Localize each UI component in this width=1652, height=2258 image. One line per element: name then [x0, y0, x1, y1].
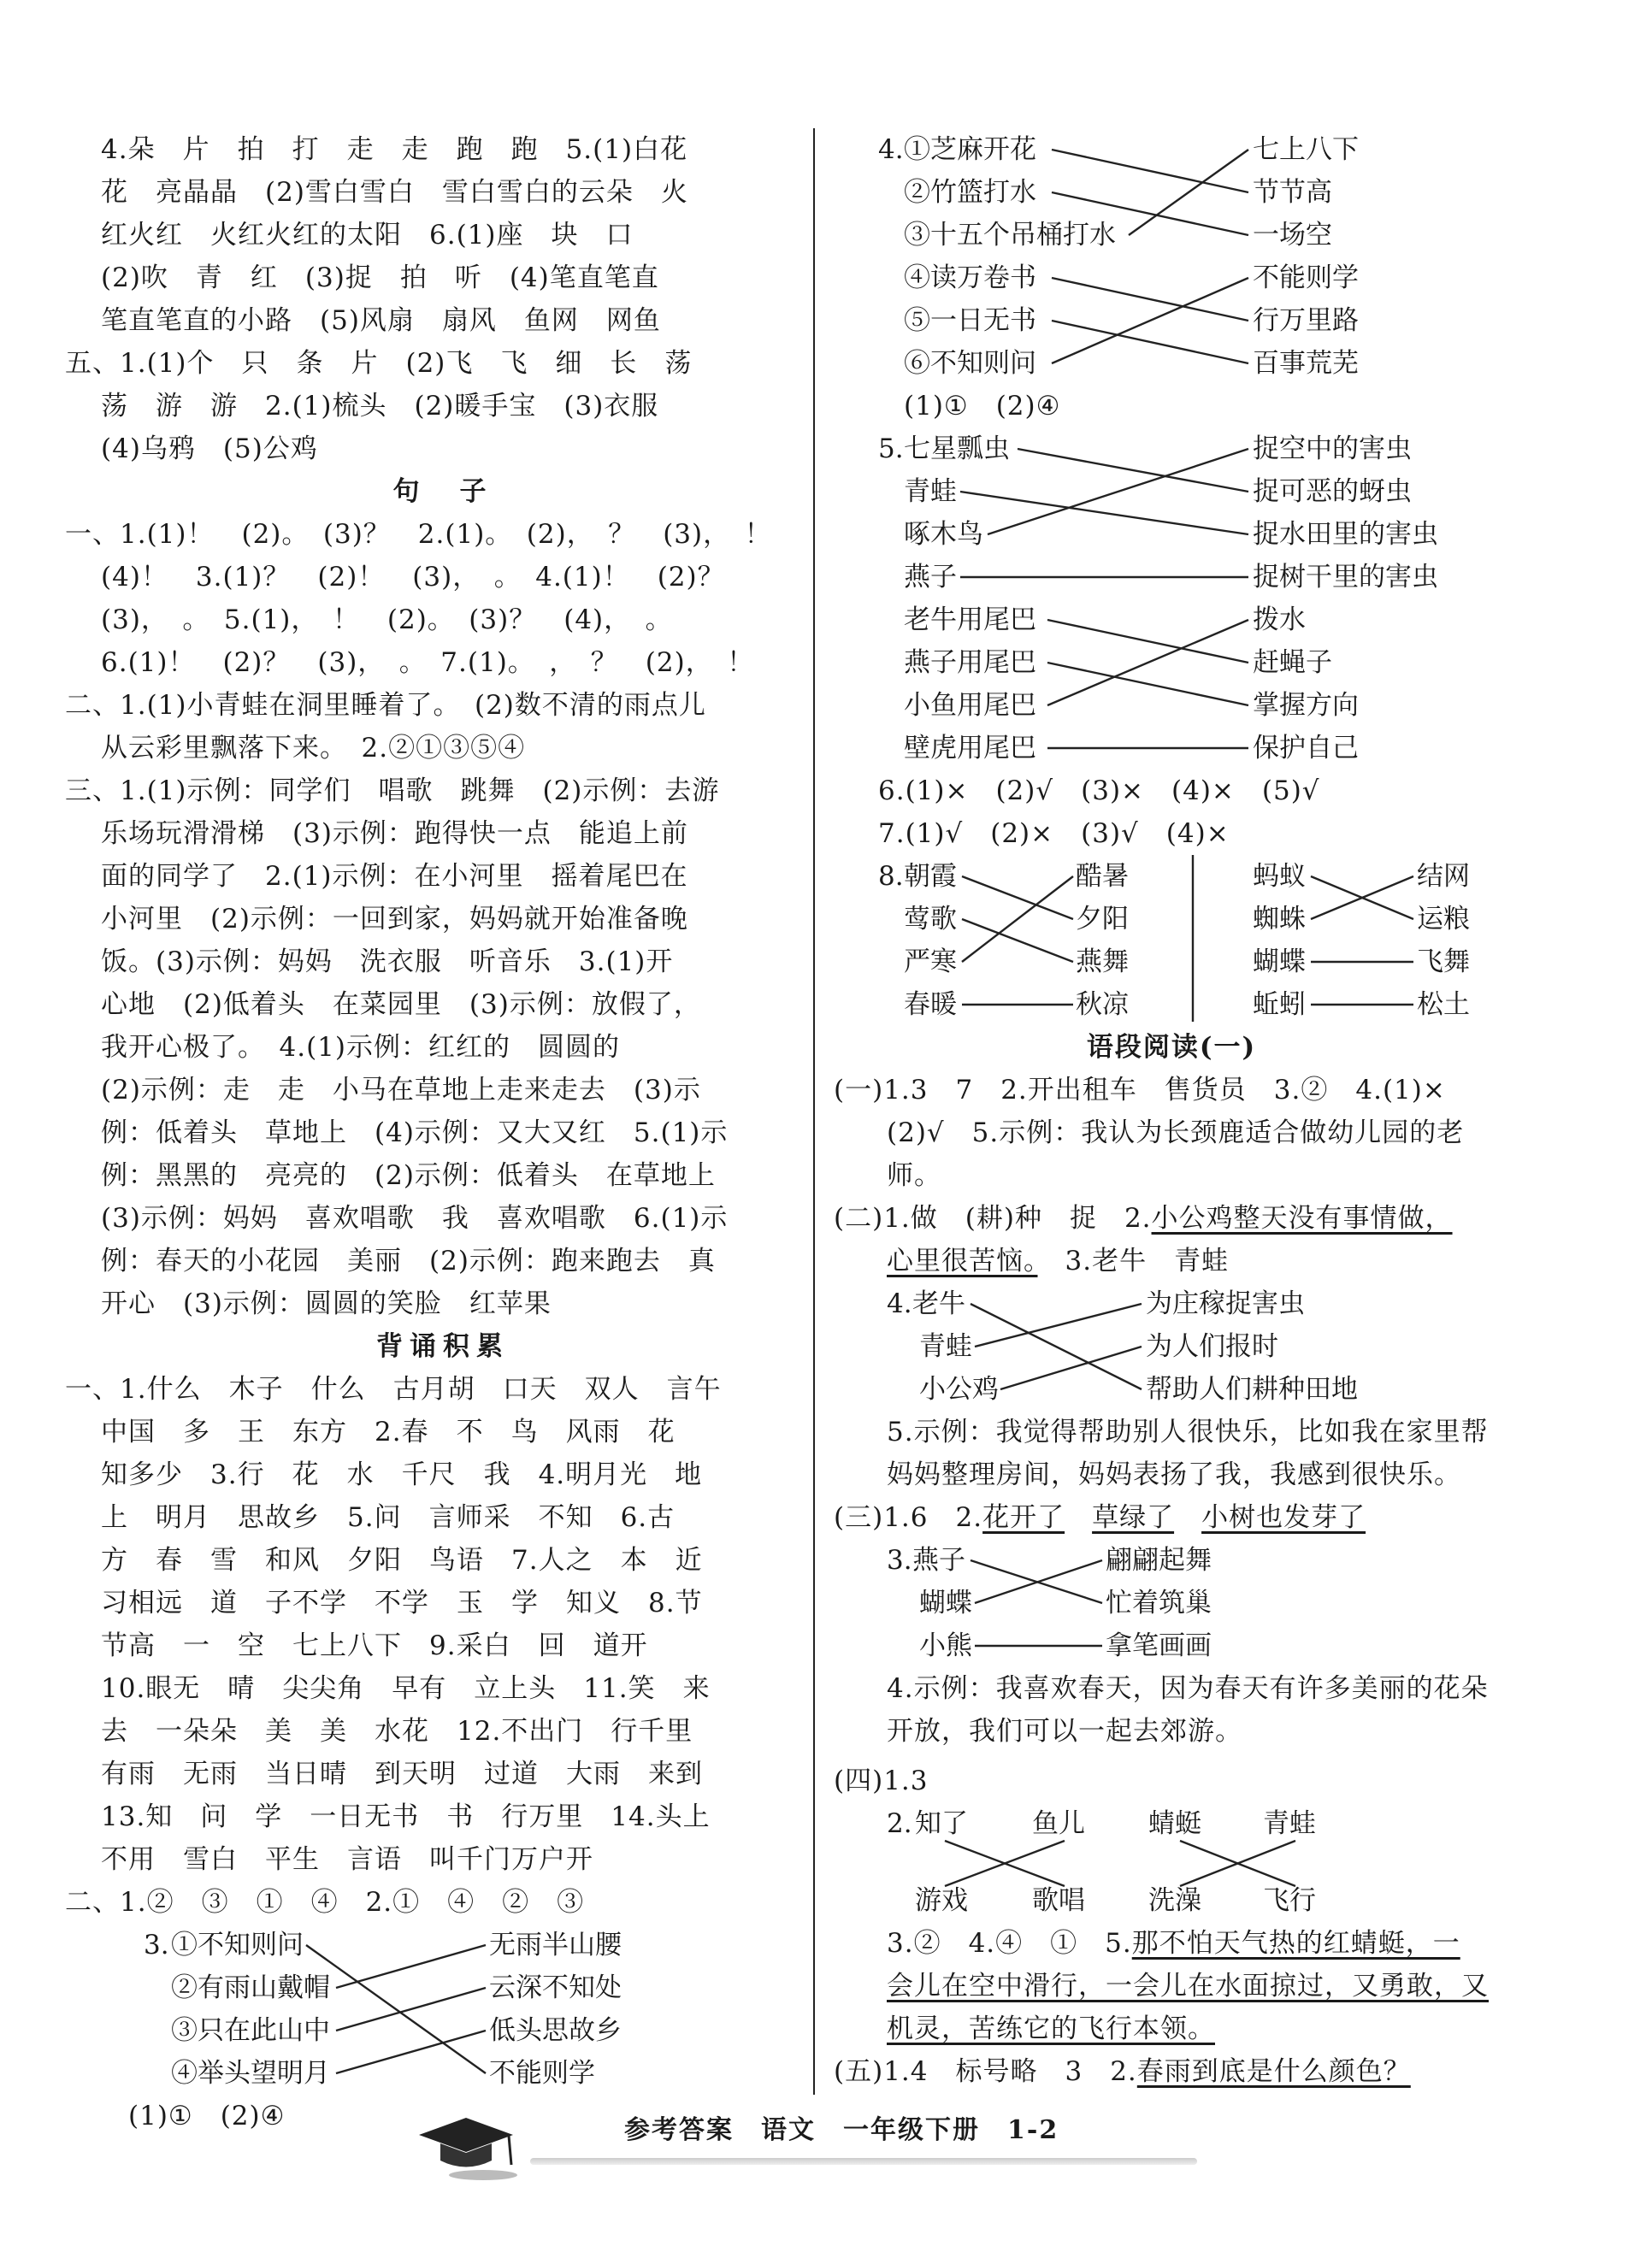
text-line: (一)1.3 7 2.开出租车 售货员 3.② 4.(1)×	[834, 1075, 1446, 1105]
match-line	[962, 919, 1073, 962]
text-line: 13.知 问 学 一日无书 书 行万里 14.头上	[101, 1801, 711, 1832]
match-left-item: 蜘蛛	[1253, 904, 1306, 934]
text-line: 10.眼无 晴 尖尖角 早有 立上头 11.笑 来	[101, 1673, 711, 1704]
match-line	[1047, 620, 1248, 705]
text-line: 例：低着头 草地上 (4)示例：又大又红 5.(1)示	[101, 1117, 729, 1148]
matching-exercise-4	[834, 128, 1509, 385]
match-left-item: ③十五个吊桶打水	[904, 220, 1116, 251]
answer-line: (1)① (2)④	[128, 2101, 286, 2131]
underlined-answer: 那不怕天气热的红蜻蜓，一	[1131, 1928, 1460, 1959]
match-left-item: 青蛙	[919, 1331, 972, 1362]
text-line: 笔直笔直的小路 (5)风扇 扇风 鱼网 网鱼	[101, 305, 661, 336]
match-right-item: 运粮	[1417, 904, 1470, 934]
underlined-answer: 小公鸡整天没有事情做，	[1151, 1203, 1453, 1234]
right-column	[834, 128, 1509, 2093]
text-line: 例：黑黑的 亮亮的 (2)示例：低着头 在草地上	[101, 1160, 716, 1191]
text-line	[834, 2050, 1509, 2093]
text-line	[834, 1922, 1509, 1965]
footer-rule	[530, 2158, 1197, 2165]
match-left-item: ①不知则问	[171, 1930, 304, 1960]
match-top-item: 蜻蜓	[1148, 1808, 1201, 1839]
match-line	[336, 1945, 486, 1988]
text-line: 开心 (3)示例：圆圆的笑脸 红苹果	[101, 1288, 552, 1319]
match-line	[960, 492, 1248, 534]
text-line: 6.(1)！ (2)？ (3)， 。 7.(1)。 ， ？ (2)， ！	[101, 647, 755, 678]
text-line: 三、1.(1)示例：同学们 唱歌 跳舞 (2)示例：去游	[65, 775, 720, 806]
match-right-item: 不能则学	[1253, 262, 1359, 293]
match-line	[1047, 663, 1248, 705]
match-line	[988, 449, 1248, 534]
text-line: 我开心极了。 4.(1)示例：红红的 圆圆的	[101, 1032, 620, 1063]
match-left-item: ④举头望明月	[171, 2058, 330, 2089]
underlined-answer: 春雨到底是什么颜色？	[1136, 2056, 1411, 2087]
text-line: 花 亮晶晶 (2)雪白雪白 雪白雪白的云朵 火	[101, 177, 688, 208]
text-line: 二、1.② ③ ① ④ 2.① ④ ② ③	[65, 1887, 585, 1918]
match-left-item: ①芝麻开花	[904, 134, 1036, 165]
text-line: 妈妈整理房间，妈妈表扬了我，我感到很快乐。	[887, 1459, 1461, 1490]
match-left-item: 小公鸡	[919, 1374, 999, 1405]
match-right-item: 忙着筑巢	[1106, 1588, 1212, 1618]
match-top-item: 知了	[915, 1808, 968, 1839]
match-right-item: 飞舞	[1417, 946, 1470, 977]
match-right-item: 保护自己	[1253, 733, 1359, 763]
text-line: 一、1.(1)！ (2)。 (3)？ 2.(1)。 (2)， ？ (3)， ！	[65, 519, 772, 550]
match-right-item: 结网	[1417, 861, 1470, 892]
match-right-item: 燕舞	[1076, 946, 1129, 977]
match-left-item: 蚯蚓	[1253, 989, 1306, 1020]
match-left-item: 青蛙	[904, 476, 957, 507]
match-left-item: 壁虎用尾巴	[904, 733, 1036, 763]
text-line: (2)√ 5.示例：我认为长颈鹿适合做幼儿园的老	[887, 1117, 1465, 1148]
text-line	[834, 2007, 1509, 2050]
matching-exercise-r4	[834, 1802, 1509, 1922]
match-right-item: 赶蝇子	[1253, 647, 1332, 678]
match-right-item: 捉树干里的害虫	[1253, 562, 1438, 593]
text-line: 上 明月 思故乡 5.问 言师采 不知 6.古	[101, 1502, 676, 1533]
match-left-item: 小熊	[919, 1630, 972, 1661]
match-right-item: 一场空	[1253, 220, 1332, 251]
text-line: 知多少 3.行 花 水 千尺 我 4.明月光 地	[101, 1459, 703, 1490]
match-right-item: 捉可恶的蚜虫	[1253, 476, 1412, 507]
match-right-item: 节节高	[1253, 177, 1332, 208]
text-line: 乐场玩滑滑梯 (3)示例：跑得快一点 能追上前	[101, 818, 688, 849]
text-line: (3)， 。 5.(1)， ！ (2)。 (3)？ (4)， 。	[101, 604, 673, 635]
text-segment: (五)1.4 标号略 3 2.	[834, 2056, 1137, 2087]
text-line: 6.(1)× (2)√ (3)× (4)× (5)√	[878, 775, 1320, 806]
reading-part-2	[834, 1197, 1509, 1496]
text-line: 小河里 (2)示例：一回到家，妈妈就开始准备晚	[101, 904, 688, 934]
match-right-item: 拨水	[1253, 604, 1306, 635]
item-number: 3.	[887, 1545, 912, 1576]
match-lines	[834, 128, 1509, 385]
match-right-item: 帮助人们耕种田地	[1146, 1374, 1358, 1405]
match-line	[1018, 449, 1248, 492]
match-right-item: 掌握方向	[1253, 690, 1359, 721]
match-left-item: ②竹篮打水	[904, 177, 1036, 208]
match-left-item: 燕子	[904, 562, 957, 593]
match-left-item: 朝霞	[904, 861, 957, 892]
text-line: (2)吹 青 红 (3)捉 拍 听 (4)笔直笔直	[101, 262, 659, 293]
match-top-item: 青蛙	[1263, 1808, 1316, 1839]
match-line	[1052, 278, 1248, 363]
matching-exercise-3	[101, 1924, 785, 2095]
match-lines	[101, 1924, 785, 2095]
reading-part-1	[834, 1069, 1509, 1197]
match-lines	[834, 1282, 1509, 1411]
text-line: 二、1.(1)小青蛙在洞里睡着了。 (2)数不清的雨点儿	[65, 690, 706, 721]
section-heading-reading: 语段阅读(一)	[1086, 1032, 1257, 1063]
match-top-item: 鱼儿	[1032, 1808, 1085, 1839]
text-segment: (三)1.6 2.	[834, 1502, 983, 1533]
match-bottom-item: 歌唱	[1032, 1885, 1085, 1916]
match-left-item: 老牛	[912, 1288, 965, 1319]
footer-label: 参考答案 语文 一年级下册 1-2	[624, 2115, 1059, 2145]
underlined-answer: 草绿了	[1092, 1502, 1175, 1533]
text-line: (4)！ 3.(1)？ (2)！ (3)， 。 4.(1)！ (2)？	[101, 562, 725, 593]
text-line: 4.示例：我喜欢春天，因为春天有许多美丽的花朵	[887, 1673, 1489, 1704]
match-right-item: 不能则学	[489, 2058, 595, 2089]
text-line: 面的同学了 2.(1)示例：在小河里 摇着尾巴在	[101, 861, 688, 892]
match-line	[1047, 620, 1248, 663]
text-line	[834, 1965, 1509, 2007]
match-right-item: 无雨半山腰	[489, 1930, 622, 1960]
underlined-answer: 花开了	[982, 1502, 1065, 1533]
match-left-item: 小鱼用尾巴	[904, 690, 1036, 721]
match-line	[971, 1304, 1142, 1389]
column-divider	[813, 128, 815, 2095]
match-left-item: ⑥不知则问	[904, 348, 1036, 379]
item-number: 2.	[887, 1808, 912, 1839]
block-2	[65, 342, 785, 470]
text-line: (2)示例：走 走 小马在草地上走来走去 (3)示	[101, 1075, 701, 1105]
matching-exercise-8	[834, 855, 1509, 1026]
graduation-cap-icon	[402, 2105, 530, 2182]
match-left-item: 燕子用尾巴	[904, 647, 1036, 678]
match-line	[1052, 278, 1248, 321]
text-segment: (二)1.做 (耕)种 捉 2.	[834, 1203, 1152, 1234]
text-line: 方 春 雪 和风 夕阳 鸟语 7.人之 本 近	[101, 1545, 703, 1576]
text-line: 7.(1)√ (2)× (3)√ (4)×	[878, 818, 1230, 849]
underlined-answer: 心里很苦恼。	[887, 1246, 1038, 1276]
item-number: 5.	[878, 433, 904, 464]
left-column	[65, 128, 785, 2137]
match-left-item: 春暖	[904, 989, 957, 1020]
match-left-item: 七星瓢虫	[904, 433, 1010, 464]
match-right-item: 拿笔画画	[1106, 1630, 1212, 1661]
text-line: 五、1.(1)个 只 条 片 (2)飞 飞 细 长 荡	[65, 348, 693, 379]
section-heading-sentence: 句 子	[392, 476, 493, 507]
match-line	[1052, 321, 1248, 363]
item-number: 4.	[878, 134, 904, 165]
match-left-item: 燕子	[912, 1545, 965, 1576]
match-right-item: 七上八下	[1253, 134, 1359, 165]
block-3	[65, 513, 785, 1325]
text-line: 习相远 道 子不学 不学 玉 学 知义 8.节	[101, 1588, 703, 1618]
match-lines	[834, 1539, 1509, 1667]
match-left-item: 啄木鸟	[904, 519, 983, 550]
match-line	[1052, 192, 1248, 235]
text-line: 荡 游 游 2.(1)梳头 (2)暖手宝 (3)衣服	[101, 391, 659, 422]
item-number: 3.	[144, 1930, 169, 1960]
item-number: 4.	[887, 1288, 912, 1319]
match-left-item: ③只在此山中	[171, 2015, 330, 2046]
match-line	[962, 876, 1073, 919]
text-line: 红火红 火红火红的太阳 6.(1)座 块 口	[101, 220, 634, 251]
text-line	[834, 1496, 1509, 1539]
match-right-item: 行万里路	[1253, 305, 1359, 336]
answer-line: (1)① (2)④	[904, 391, 1061, 422]
match-line	[975, 1304, 1142, 1347]
match-left-item: ②有雨山戴帽	[171, 1972, 330, 2003]
block-4	[65, 1368, 785, 1924]
matching-exercise-r2	[834, 1282, 1509, 1411]
text-line: 去 一朵朵 美 美 水花 12.不出门 行千里	[101, 1716, 693, 1747]
match-right-item: 为庄稼捉害虫	[1146, 1288, 1305, 1319]
match-line	[962, 876, 1073, 962]
text-line: 节高 一 空 七上八下 9.采白 回 道开	[101, 1630, 648, 1661]
match-right-item: 捉水田里的害虫	[1253, 519, 1438, 550]
match-right-item: 夕阳	[1076, 904, 1129, 934]
text-line: 不用 雪白 平生 言语 叫千门万户开	[101, 1844, 593, 1875]
text-line: (4)乌鸦 (5)公鸡	[101, 433, 318, 464]
match-line	[336, 1988, 486, 2031]
match-right-item: 低头思故乡	[489, 2015, 622, 2046]
reading-part-3	[834, 1496, 1509, 1753]
text-line: 例：春天的小花园 美丽 (2)示例：跑来跑去 真	[101, 1246, 716, 1276]
section-heading-recite: 背诵积累	[376, 1331, 510, 1362]
text-segment: 3.② 4.④ ① 5.	[887, 1928, 1132, 1959]
match-left-item: 莺歌	[904, 904, 957, 934]
match-right-item: 翩翩起舞	[1106, 1545, 1212, 1576]
match-bottom-item: 洗澡	[1148, 1885, 1201, 1916]
match-left-item: 蝴蝶	[1253, 946, 1306, 977]
text-line: 5.示例：我觉得帮助别人很快乐，比如我在家里帮	[887, 1417, 1489, 1447]
match-right-item: 云深不知处	[489, 1972, 622, 2003]
match-left-item: 老牛用尾巴	[904, 604, 1036, 635]
text-line: 心地 (2)低着头 在菜园里 (3)示例：放假了，	[101, 989, 701, 1020]
text-line: 从云彩里飘落下来。 2.②①③⑤④	[101, 733, 526, 763]
match-left-item: ④读万卷书	[904, 262, 1036, 293]
text-line: 开放，我们可以一起去郊游。	[887, 1716, 1242, 1747]
text-line: 有雨 无雨 当日晴 到天明 过道 大雨 来到	[101, 1759, 703, 1789]
match-right-item: 松土	[1417, 989, 1470, 1020]
underlined-answer: 会儿在空中滑行，一会儿在水面掠过，又勇敢，又	[887, 1971, 1489, 2002]
match-left-item: ⑤一日无书	[904, 305, 1036, 336]
text-line: 4.朵 片 拍 打 走 走 跑 跑 5.(1)白花	[101, 134, 688, 165]
match-left-item: 蝴蝶	[919, 1588, 972, 1618]
reading-part-5	[834, 2050, 1509, 2093]
match-lines	[834, 1802, 1509, 1922]
matching-exercise-5	[834, 427, 1509, 769]
match-lines	[834, 427, 1509, 769]
match-right-item: 百事荒芜	[1253, 348, 1359, 379]
underlined-answer: 小树也发芽了	[1201, 1502, 1366, 1533]
match-line	[306, 1945, 486, 2073]
text-line	[834, 1197, 1509, 1240]
match-right-item: 捉空中的害虫	[1253, 433, 1412, 464]
text-line: 中国 多 王 东方 2.春 不 鸟 风雨 花	[101, 1417, 676, 1447]
match-left-item: 严寒	[904, 946, 957, 977]
match-lines	[834, 855, 1509, 1026]
match-right-item: 酷暑	[1076, 861, 1129, 892]
item-number: 8.	[878, 861, 904, 892]
text-line: (3)示例：妈妈 喜欢唱歌 我 喜欢唱歌 6.(1)示	[101, 1203, 729, 1234]
reading-part-4	[834, 1760, 1509, 2050]
text-line: 饭。(3)示例：妈妈 洗衣服 听音乐 3.(1)开	[101, 946, 674, 977]
match-bottom-item: 游戏	[915, 1885, 968, 1916]
text-line	[834, 1240, 1509, 1282]
block-1	[101, 128, 785, 342]
match-left-item: 蚂蚁	[1253, 861, 1306, 892]
text-segment: 3.老牛 青蛙	[1037, 1246, 1230, 1276]
match-bottom-item: 飞行	[1263, 1885, 1316, 1916]
text-line: 一、1.什么 木子 什么 古月胡 口天 双人 言午	[65, 1374, 722, 1405]
underlined-answer: 机灵，苦练它的飞行本领。	[887, 2013, 1215, 2044]
match-right-item: 秋凉	[1076, 989, 1129, 1020]
match-line	[336, 2031, 486, 2073]
matching-exercise-r3	[834, 1539, 1509, 1667]
text-line: 师。	[887, 1160, 941, 1191]
page-footer	[402, 2105, 1257, 2190]
text-line: (四)1.3	[834, 1766, 929, 1796]
match-right-item: 为人们报时	[1146, 1331, 1278, 1362]
